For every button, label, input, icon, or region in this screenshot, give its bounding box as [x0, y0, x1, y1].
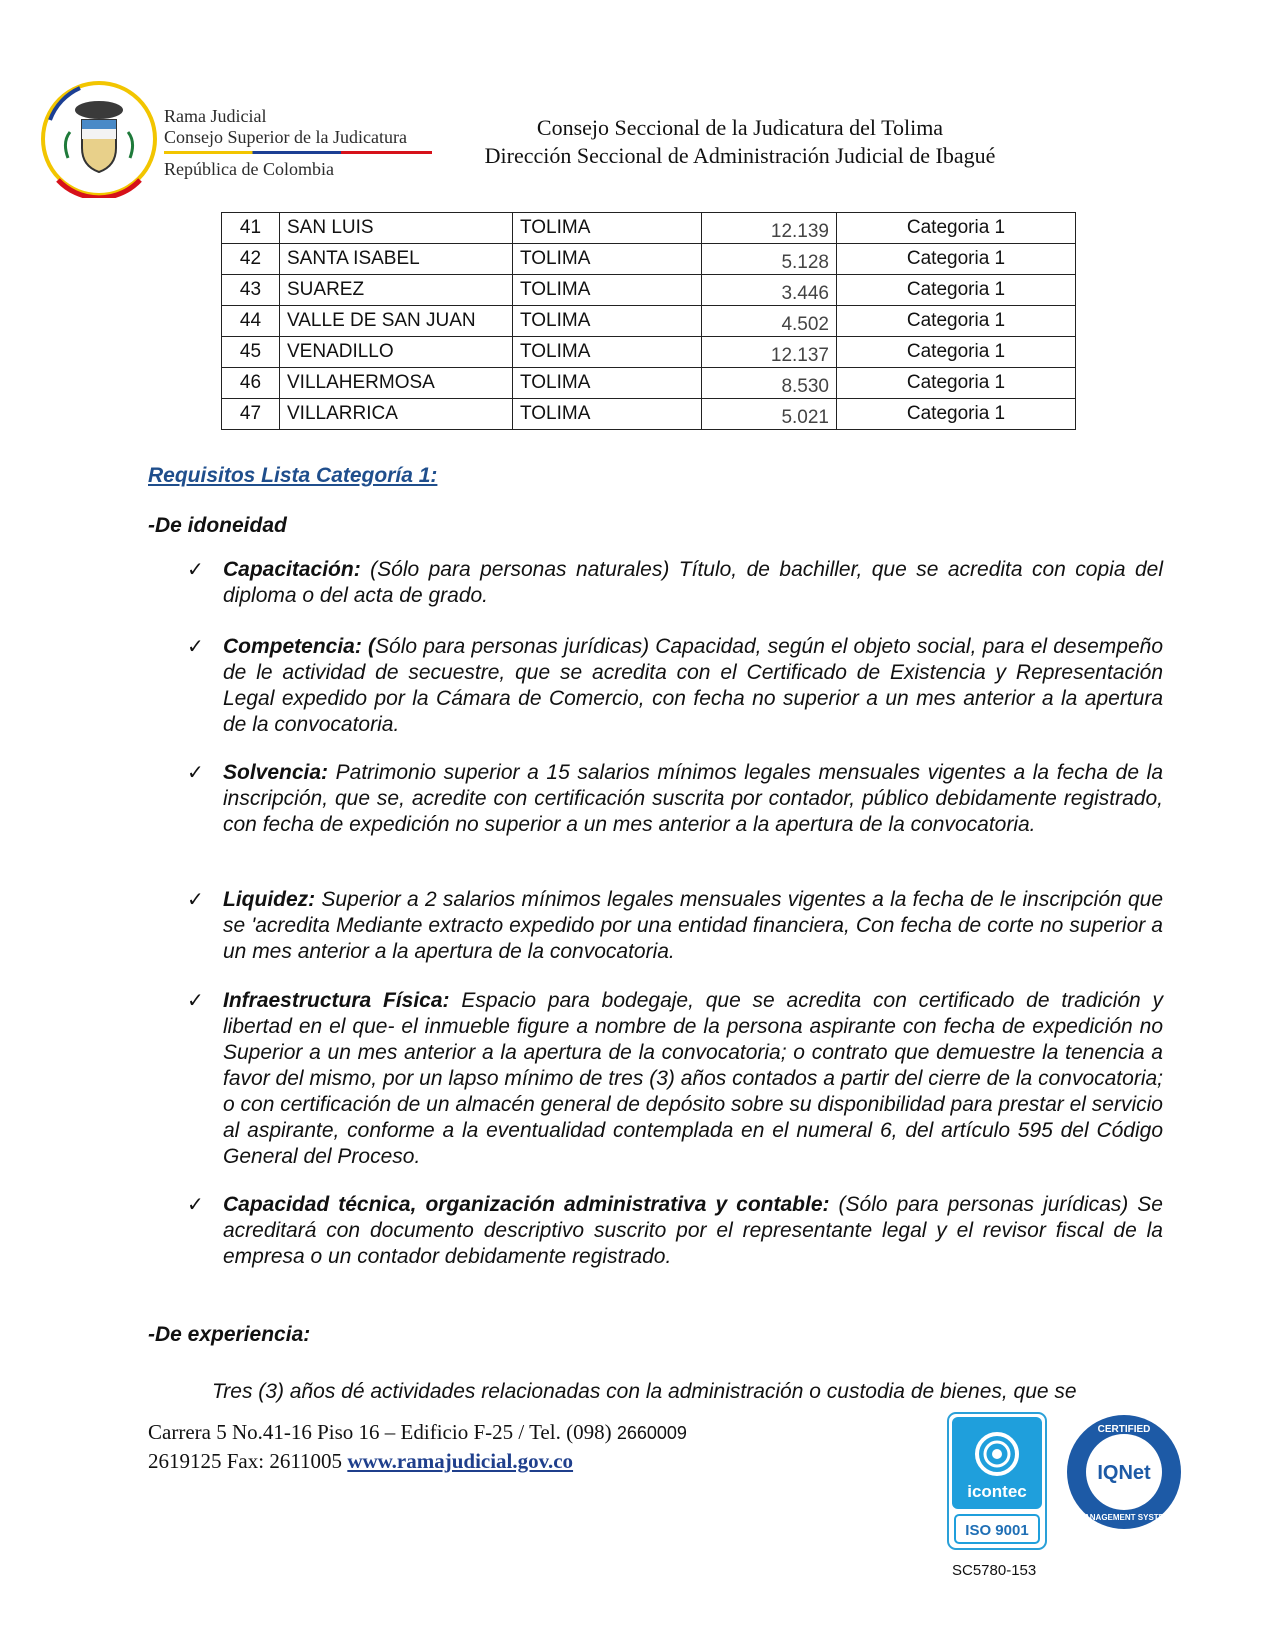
table-row: [222, 337, 1076, 368]
category-cell: Categoria 1: [837, 368, 1076, 399]
checkmark-icon: ✓: [187, 559, 204, 581]
row-number-cell: 47: [222, 399, 280, 430]
footer-address: [148, 1418, 687, 1475]
municipality-cell: SAN LUIS: [280, 213, 513, 244]
table-row: [222, 213, 1076, 244]
iqnet-label: IQNet: [1097, 1462, 1151, 1484]
table-row: [222, 244, 1076, 275]
row-number-cell: 46: [222, 368, 280, 399]
iqnet-certification-logo: [1064, 1412, 1184, 1532]
iqnet-ring-top: CERTIFIED: [1097, 1424, 1151, 1435]
requirement-capacitacion: [187, 557, 1163, 609]
requirement-text: (Sólo para personas jurídicas) Se acreditará con documento descriptivo suscrito por el representante legal y el revisor fiscal de la empresa o un contador debidamente registrado.: [223, 1193, 1163, 1268]
row-number-cell: 42: [222, 244, 280, 275]
checkmark-icon: ✓: [187, 636, 204, 658]
row-number-cell: 41: [222, 213, 280, 244]
department-cell: TOLIMA: [513, 306, 702, 337]
requirement-label: Infraestructura Física:: [223, 989, 450, 1012]
municipality-cell: VALLE DE SAN JUAN: [280, 306, 513, 337]
requirement-label: Liquidez:: [223, 888, 316, 911]
municipality-cell: VILLAHERMOSA: [280, 368, 513, 399]
department-cell: TOLIMA: [513, 337, 702, 368]
table-row: [222, 399, 1076, 430]
requirement-infraestructura: [187, 988, 1163, 1170]
idoneidad-heading: -De idoneidad: [148, 514, 287, 537]
requirement-competencia: [187, 634, 1163, 738]
municipality-cell: VENADILLO: [280, 337, 513, 368]
iqnet-ring-bottom: MANAGEMENT SYSTEM: [1077, 1513, 1171, 1522]
table-row: [222, 306, 1076, 337]
colombia-coat-of-arms-icon: [40, 80, 158, 198]
logo-line-consejo-superior: Consejo Superior de la Judicatura: [164, 127, 407, 147]
requirement-text: Patrimonio superior a 15 salarios mínimos legales mensuales vigentes a la fecha de la inscripción, que se, acredite con certificación suscrita por contador, público debidamente registrado, con fecha de expedición no superior a un mes anterior a la apertura de la convocatoria.: [223, 761, 1163, 836]
checkmark-icon: ✓: [187, 1194, 204, 1216]
category-cell: Categoria 1: [837, 275, 1076, 306]
municipality-cell: SANTA ISABEL: [280, 244, 513, 275]
logo-line-rama-judicial: Rama Judicial: [164, 106, 267, 126]
requirement-label: Capacidad técnica, organización administrativa y contable:: [223, 1193, 830, 1216]
department-cell: TOLIMA: [513, 368, 702, 399]
experiencia-paragraph: Tres (3) años dé actividades relacionadas con la administración o custodia de bienes, que se: [212, 1380, 1077, 1403]
certificate-code: SC5780-153: [952, 1562, 1037, 1579]
population-cell: 12.139: [702, 213, 837, 244]
category-cell: Categoria 1: [837, 337, 1076, 368]
requirement-label: Solvencia:: [223, 761, 329, 784]
office-line-consejo: Consejo Seccional de la Judicatura del Tolima: [536, 115, 944, 140]
requirement-label: Competencia: (: [223, 635, 376, 658]
experiencia-heading: -De experiencia:: [148, 1323, 311, 1346]
population-cell: 5.021: [702, 399, 837, 430]
requirement-text: Espacio para bodegaje, que se acredita con certificado de tradición y libertad en el que- el inmueble figure a nombre de la persona aspirante con fecha de expedición no Superior a un mes anterior a la apertura de la convocatoria; o contrato que demuestre la tenencia a favor del mismo, por un lapso mínimo de tres (3) años contados a partir del cierre de la convocatoria; o con certificación de un almacén general de depósito sobre su disponibilidad para prestar el servicio al aspirante, conforme a la eventualidad contemplada en el numeral 6, del artículo 595 del Código General del Proceso.: [223, 989, 1164, 1168]
rama-judicial-logo: [40, 80, 440, 190]
requirement-text: (Sólo para personas naturales) Título, de bachiller, que se acredita con copia del diploma o del acta de grado.: [223, 558, 1163, 607]
department-cell: TOLIMA: [513, 399, 702, 430]
requirement-solvencia: [187, 760, 1163, 838]
row-number-cell: 43: [222, 275, 280, 306]
office-line-direccion: Dirección Seccional de Administración Judicial de Ibagué: [484, 143, 996, 168]
table-row: [222, 275, 1076, 306]
population-cell: 8.530: [702, 368, 837, 399]
logo-divider: [164, 151, 432, 154]
logo-line-republica: República de Colombia: [164, 159, 334, 179]
row-number-cell: 45: [222, 337, 280, 368]
row-number-cell: 44: [222, 306, 280, 337]
department-cell: TOLIMA: [513, 213, 702, 244]
footer-phone: 2660009: [616, 1423, 687, 1443]
population-cell: 3.446: [702, 275, 837, 306]
office-heading: [440, 114, 1040, 170]
requirement-text: Superior a 2 salarios mínimos legales mensuales vigentes a la fecha de le inscripción que se 'acredita Mediante extracto expedido por una entidad financiera, Con fecha de corte no superior a un mes anterior a la apertura de la convocatoria.: [223, 888, 1163, 963]
website-link[interactable]: www.ramajudicial.gov.co: [347, 1449, 574, 1473]
requirement-liquidez: [187, 887, 1163, 965]
population-cell: 4.502: [702, 306, 837, 337]
category-cell: Categoria 1: [837, 306, 1076, 337]
icontec-label: icontec: [967, 1482, 1027, 1501]
department-cell: TOLIMA: [513, 275, 702, 306]
department-cell: TOLIMA: [513, 244, 702, 275]
requirement-text: Sólo para personas jurídicas) Capacidad, según el objeto social, para el desempeño de le actividad de secuestre, que se acredita con el Certificado de Existencia y Representación Legal expedido por la Cámara de Comercio, con fecha no superior a un mes anterior a la apertura de la convocatoria.: [223, 635, 1163, 736]
section-title: Requisitos Lista Categoría 1:: [148, 464, 438, 487]
icontec-certification-logo: [947, 1412, 1047, 1550]
municipality-cell: SUAREZ: [280, 275, 513, 306]
category-cell: Categoria 1: [837, 213, 1076, 244]
municipality-cell: VILLARRICA: [280, 399, 513, 430]
checkmark-icon: ✓: [187, 889, 204, 911]
requirement-capacidad-tecnica: [187, 1192, 1163, 1270]
category-cell: Categoria 1: [837, 399, 1076, 430]
checkmark-icon: ✓: [187, 762, 204, 784]
checkmark-icon: ✓: [187, 990, 204, 1012]
footer-address-line1: Carrera 5 No.41-16 Piso 16 – Edificio F-25 / Tel. (098): [148, 1420, 617, 1444]
iso-label: ISO 9001: [965, 1522, 1029, 1539]
population-cell: 5.128: [702, 244, 837, 275]
municipalities-table: [221, 212, 1076, 430]
requirement-label: Capacitación:: [223, 558, 361, 581]
category-cell: Categoria 1: [837, 244, 1076, 275]
population-cell: 12.137: [702, 337, 837, 368]
table-row: [222, 368, 1076, 399]
footer-address-line2: 2619125 Fax: 2611005: [148, 1449, 348, 1473]
